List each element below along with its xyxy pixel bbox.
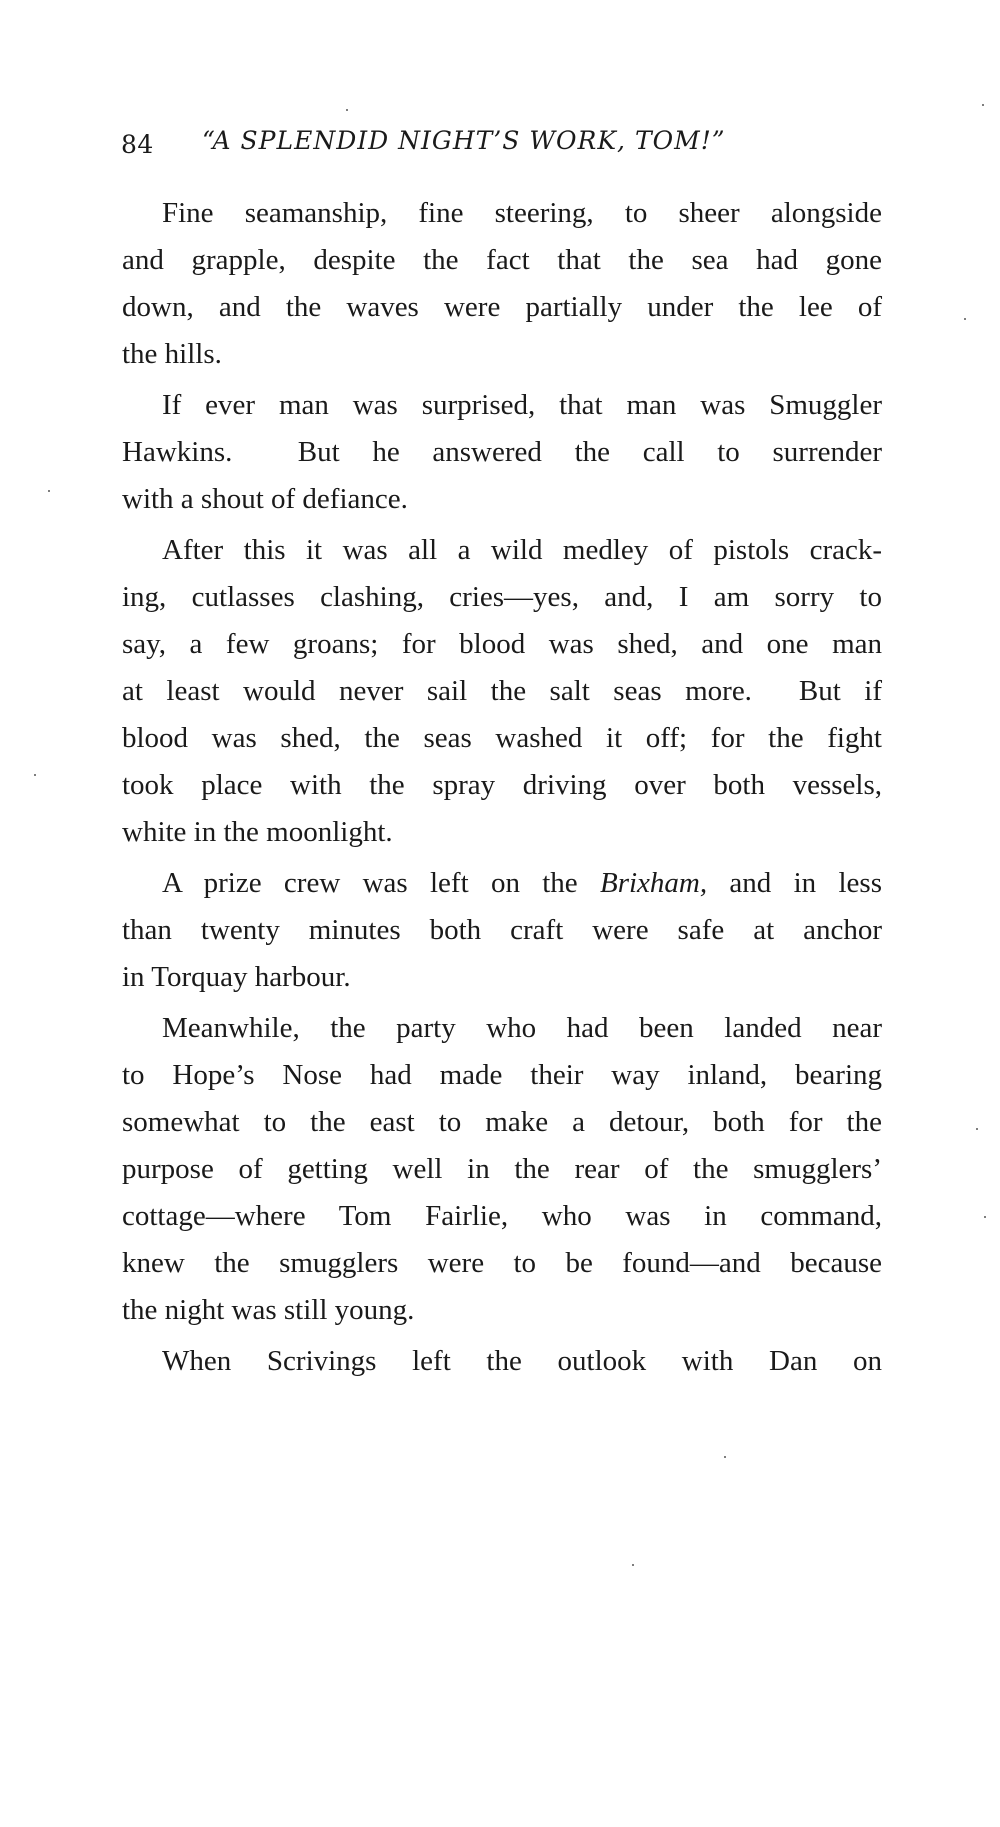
scan-speck: [976, 1128, 978, 1130]
page-number: 84: [121, 130, 154, 159]
text-segment: and in less: [707, 867, 882, 899]
text-line: at least would never sail the salt seas more. But if: [122, 675, 882, 707]
text-line: purpose of getting well in the rear of the smugglers’: [122, 1153, 882, 1185]
ship-name: Brixham,: [600, 867, 708, 899]
paragraph: [122, 1338, 882, 1385]
text-line: If ever man was surprised, that man was Smuggler: [162, 389, 882, 421]
paragraph: [122, 527, 882, 856]
text-line: say, a few groans; for blood was shed, and one man: [122, 628, 882, 660]
text-line: than twenty minutes both craft were safe at anchor: [122, 914, 882, 946]
text-line: Meanwhile, the party who had been landed near: [162, 1012, 882, 1044]
text-line: the night was still young.: [122, 1294, 415, 1326]
paragraph: [122, 860, 882, 1001]
text-segment: A prize crew was left on the: [162, 867, 600, 899]
running-head: [121, 126, 881, 166]
scan-speck: [34, 774, 36, 776]
scan-speck: [346, 109, 348, 111]
text-line: cottage—where Tom Fairlie, who was in command,: [122, 1200, 882, 1232]
text-line: Fine seamanship, fine steering, to sheer alongside: [162, 197, 882, 229]
scan-speck: [632, 1564, 634, 1566]
scan-speck: [984, 1216, 986, 1218]
text-line: and grapple, despite the fact that the sea had gone: [122, 244, 882, 276]
text-line: blood was shed, the seas washed it off; for the fight: [122, 722, 882, 754]
text-line: When Scrivings left the outlook with Dan on: [162, 1345, 882, 1377]
text-line: [122, 860, 882, 907]
text-line: Hawkins. But he answered the call to surrender: [122, 436, 882, 468]
text-line: to Hope’s Nose had made their way inland, bearing: [122, 1059, 882, 1091]
text-line: with a shout of defiance.: [122, 483, 408, 515]
paragraph: [122, 190, 882, 378]
scan-speck: [48, 490, 50, 492]
text-line: After this it was all a wild medley of pistols crack-: [162, 534, 882, 566]
scan-speck: [724, 1456, 726, 1458]
text-line: the hills.: [122, 338, 222, 370]
paragraph: [122, 382, 882, 523]
text-line: ing, cutlasses clashing, cries—yes, and, I am sorry to: [122, 581, 882, 613]
body-text: [122, 190, 882, 1385]
running-title: “A SPLENDID NIGHT’S WORK, TOM!”: [202, 126, 726, 155]
text-line: white in the moonlight.: [122, 816, 393, 848]
paragraph: [122, 1005, 882, 1334]
text-line: in Torquay harbour.: [122, 961, 351, 993]
text-line: down, and the waves were partially under the lee of: [122, 291, 882, 323]
text-line: somewhat to the east to make a detour, both for the: [122, 1106, 882, 1138]
scan-speck: [982, 104, 984, 106]
text-line: knew the smugglers were to be found—and because: [122, 1247, 882, 1279]
scan-speck: [964, 318, 966, 320]
text-line: took place with the spray driving over both vessels,: [122, 769, 882, 801]
